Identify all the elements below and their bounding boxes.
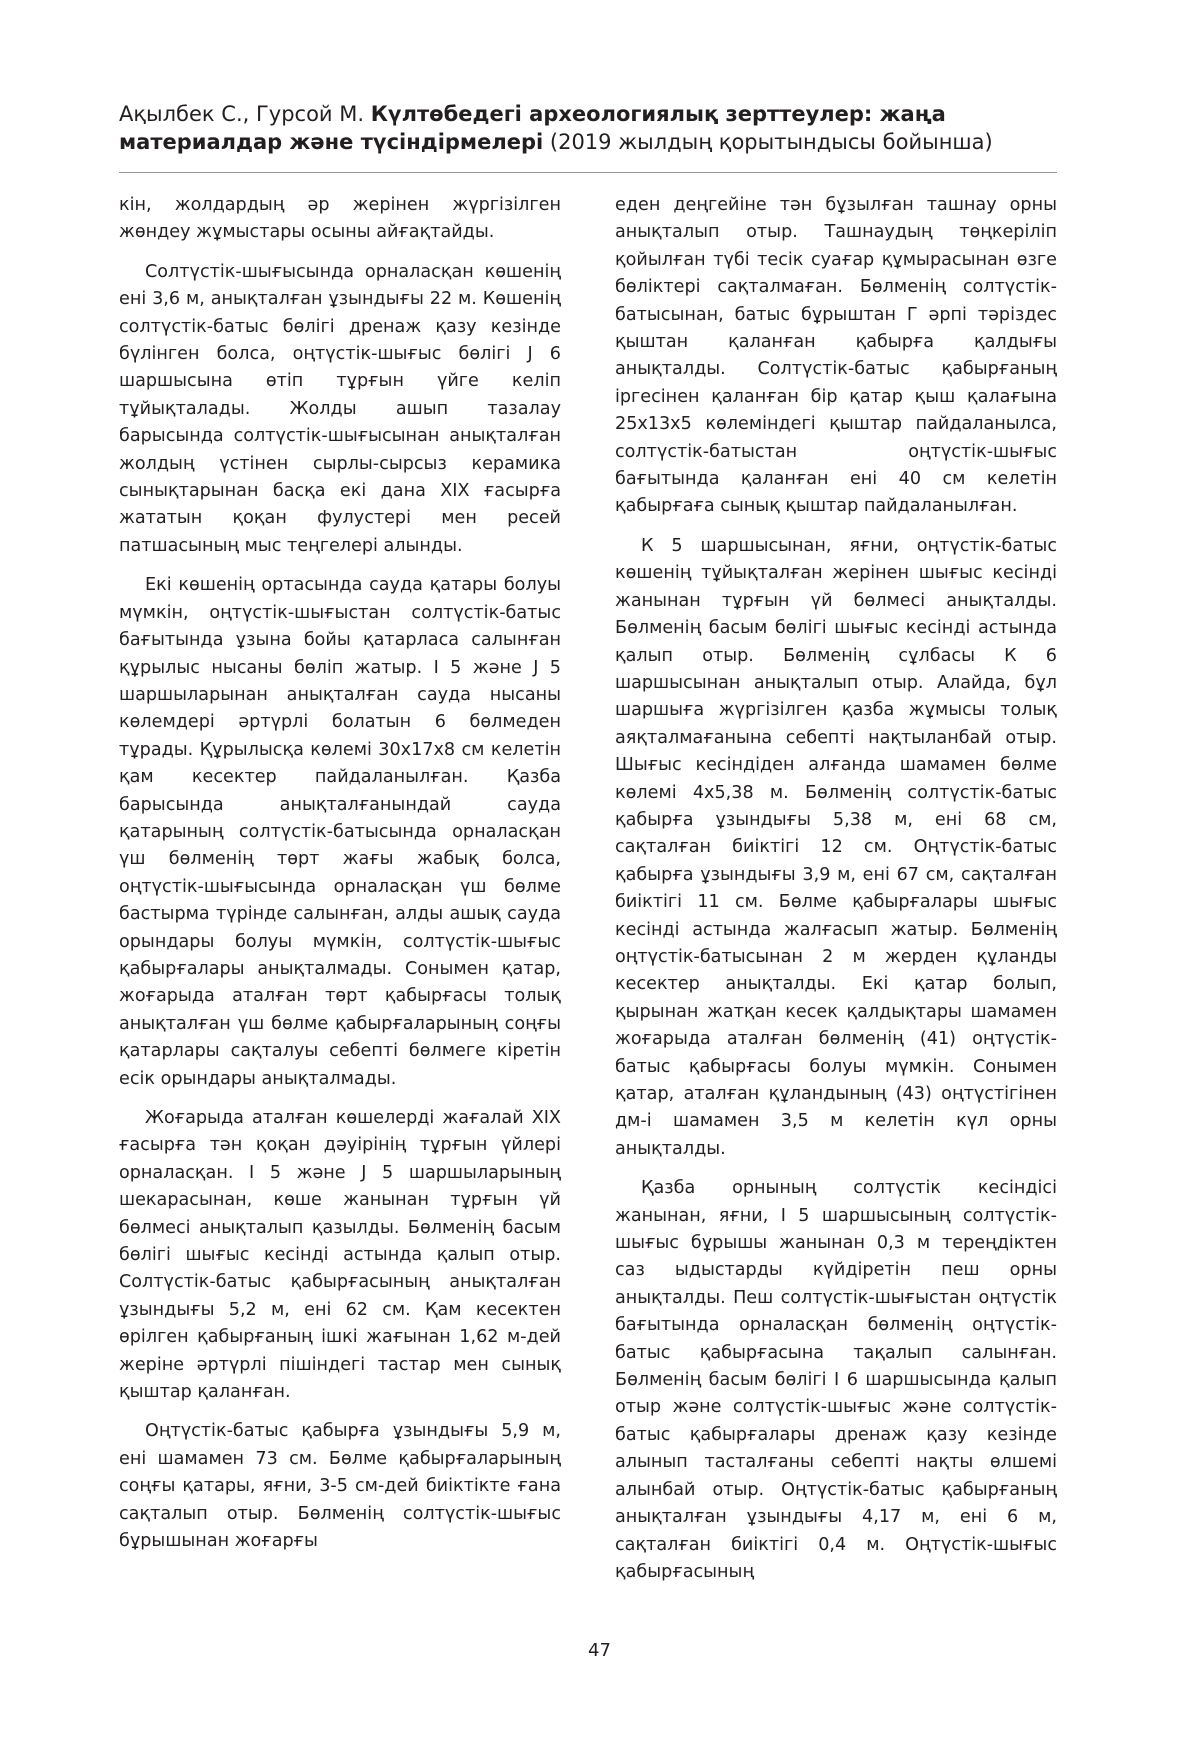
right-column [615,192,1057,1598]
paragraph: Жоғарыда аталған көшелерді жағалай XIX ғасырға тән қоқан дәуірінің тұрғын үйлері орналасқан. I 5 және J 5 шаршыларының шекарасынан, көше жанынан тұрғын үй бөлмесі анықталып қазылды. Бөлменің басым бөлігі шығыс кесінді астында қалып отыр. Солтүстік-батыс қабырғасының анықталған ұзындығы 5,2 м, ені 62 см. Қам кесектен өрілген қабырғаның ішкі жағынан 1,62 м-дей жеріне әртүрлі пішіндегі тастар мен сынық қыштар қаланған. [119,1108,561,1403]
running-header [119,100,1057,156]
left-column [119,192,561,1568]
paragraph: Қазба орнының солтүстік кесіндісі жанынан, яғни, I 5 шаршысының солтүстік-шығыс бұрышы жанынан 0,3 м тереңдіктен саз ыдыстарды күйдіретін пеш орны анықталды. Пеш солтүстік-шығыстан оңтүстік бағытында орналасқан бөлменің оңтүстік-батыс қабырғасына тақалып салынған. Бөлменің басым бөлігі I 6 шаршысында қалып отыр және солтүстік-шығыс және солтүстік-батыс қабырғалары дренаж қазу кезінде алынып тасталғаны себепті нақты өлшемі алынбай отыр. Оңтүстік-батыс қабырғаның анықталған ұзындығы 4,17 м, ені 6 м, сақталған биіктігі 0,4 м. Оңтүстік-шығыс қабырғасының [615,1178,1057,1582]
paragraph: Екі көшенің ортасында сауда қатары болуы мүмкін, оңтүстік-шығыстан солтүстік-батыс бағытында ұзына бойы қатарласа салынған құрылыс нысаны бөліп жатыр. I 5 және J 5 шаршыларынан анықталған сауда нысаны көлемдері әртүрлі болатын 6 бөлмеден тұрады. Құрылысқа көлемі 30х17х8 см келетін қам кесектер пайдаланылған. Қазба барысында анықталғанындай сауда қатарының солтүстік-батысында орналасқан үш бөлменің төрт жағы жабық болса, оңтүстік-шығысында орналасқан үш бөлме бастырма түрінде салынған, алды ашық сауда орындары болуы мүмкін, солтүстік-шығыс қабырғалары анықталмады. Сонымен қатар, жоғарыда аталған төрт қабырғасы толық анықталған үш бөлме қабырғаларының соңғы қатарлары сақталуы себепті бөлмеге кіретін есік орындары анықталмады. [119,575,561,1089]
page-number: 47 [588,1640,611,1661]
paragraph: Оңтүстік-батыс қабырға ұзындығы 5,9 м, ені шамамен 73 см. Бөлме қабырғаларының соңғы қатары, яғни, 3-5 см-дей биіктікте ғана сақталып отыр. Бөлменің солтүстік-шығыс бұрышынан жоғарғы [119,1421,561,1552]
paragraph: кін, жолдардың әр жерінен жүргізілген жөндеу жұмыстары осыны айғақтайды. [119,195,561,243]
paragraph: Солтүстік-шығысында орналасқан көшенің ені 3,6 м, анықталған ұзындығы 22 м. Көшенің солтүстік-батыс бөлігі дренаж қазу кезінде бүлінген болса, оңтүстік-шығыс бөлігі J 6 шаршысына өтіп тұрғын үйге келіп тұйықталады. Жолды ашып тазалау барысында солтүстік-шығысынан анықталған жолдың үстінен сырлы-сырсыз керамика сынықтарынан басқа екі дана XIX ғасырға жататын қоқан фулустері мен ресей патшасының мыс теңгелері алынды. [119,261,561,556]
header-authors: Ақылбек С., Гурсой М. [119,102,365,126]
header-rule [119,172,1057,173]
header-title: Күлтөбедегі археологиялық зерттеулер: жаңа материалдар және түсіндірмелері [119,102,946,154]
paragraph: еден деңгейіне тән бұзылған ташнау орны анықталып отыр. Ташнаудың төңкеріліп қойылған түбі тесік суағар құмырасынан өзге бөліктері сақталмаған. Бөлменің солтүстік-батысынан, батыс бұрыштан Г әрпі тәріздес қыштан қаланған қабырға қалдығы анықталды. Солтүстік-батыс қабырғаның іргесінен қаланған бір қатар қыш қалағына 25х13х5 көлеміндегі қыштар пайдаланылса, солтүстік-батыстан оңтүстік-шығыс бағытында қаланған ені 40 см келетін қабырғаға сынық қыштар пайдаланылған. [615,195,1057,517]
paragraph: К 5 шаршысынан, яғни, оңтүстік-батыс көшенің тұйықталған жерінен шығыс кесінді жанынан тұрғын үй бөлмесі анықталды. Бөлменің басым бөлігі шығыс кесінді астында қалып отыр. Бөлменің сұлбасы К 6 шаршысынан анықталып отыр. Алайда, бұл шаршыға жүргізілген қазба жұмысы толық аяқталмағанына себепті нақтыланбай отыр. Шығыс кесіндіден алғанда шамамен бөлме көлемі 4х5,38 м. Бөлменің солтүстік-батыс қабырға ұзындығы 5,38 м, ені 68 см, сақталған биіктігі 12 см. Оңтүстік-батыс қабырға ұзындығы 3,9 м, ені 67 см, сақталған биіктігі 11 см. Бөлме қабырғалары шығыс кесінді астында жалғасып жатыр. Бөлменің оңтүстік-батысынан 2 м жерден құланды кесектер анықталды. Екі қатар болып, қырынан жатқан кесек қалдықтары шамамен жоғарыда аталған бөлменің (41) оңтүстік-батыс қабырғасы болуы мүмкін. Сонымен қатар, аталған құландының (43) оңтүстігінен дм-і шамамен 3,5 м келетін күл орны анықталды. [615,535,1057,1159]
header-subtitle: (2019 жылдың қорытындысы бойынша) [549,130,993,154]
